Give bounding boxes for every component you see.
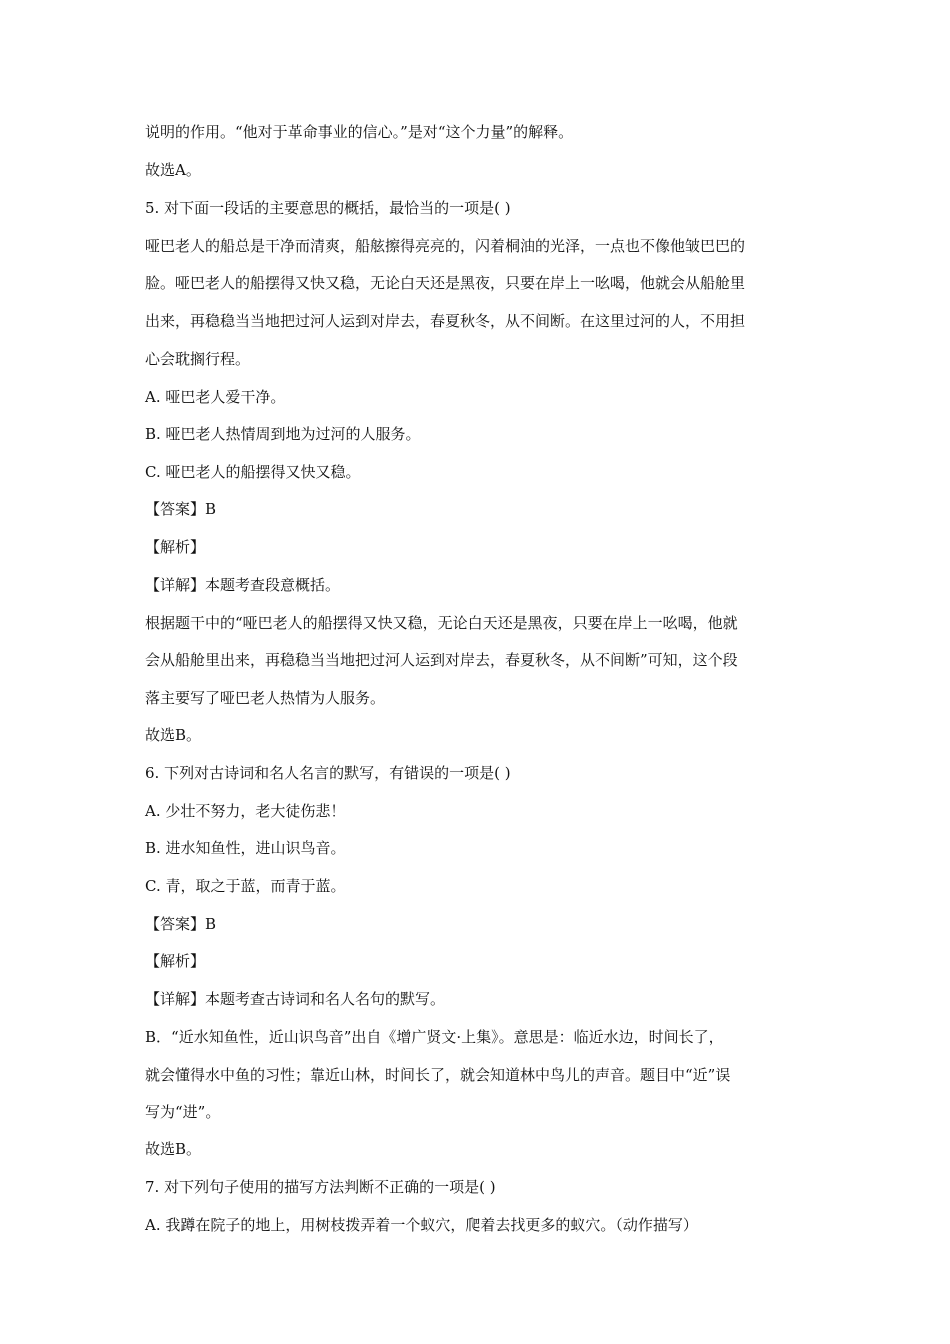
- option-a: A. 少壮不努力，老大徒伤悲！: [145, 802, 346, 820]
- explanation-line: 说明的作用。“他对于革命事业的信心。”是对“这个力量”的解释。: [145, 123, 574, 141]
- analysis-label: 【解析】: [145, 952, 206, 970]
- answer-label: 【答案】B: [145, 915, 217, 933]
- detail-text: 会从船舱里出来，再稳稳当当地把过河人运到对岸去，春夏秋冬，从不间断”可知，这个段: [145, 651, 738, 669]
- answer-label: 【答案】B: [145, 500, 217, 518]
- passage-line: 脸。哑巴老人的船摆得又快又稳，无论白天还是黑夜，只要在岸上一吆喝，他就会从船舱里: [145, 274, 746, 292]
- option-b: B. 进水知鱼性，进山识鸟音。: [145, 839, 346, 857]
- option-c: C. 哑巴老人的船摆得又快又稳。: [145, 463, 361, 481]
- answer-choice-line: 故选A。: [145, 161, 201, 179]
- option-a: A. 我蹲在院子的地上，用树枝拨弄着一个蚁穴，爬着去找更多的蚁穴。（动作描写）: [145, 1216, 698, 1234]
- option-c: C. 青，取之于蓝，而青于蓝。: [145, 877, 346, 895]
- detail-label: 【详解】本题考查古诗词和名人名句的默写。: [145, 990, 446, 1008]
- answer-choice-line: 故选B。: [145, 726, 202, 744]
- detail-text: 落主要写了哑巴老人热情为人服务。: [145, 689, 386, 707]
- option-b: B. 哑巴老人热情周到地为过河的人服务。: [145, 425, 421, 443]
- detail-text: 就会懂得水中鱼的习性；靠近山林，时间长了，就会知道林中鸟儿的声音。题目中“近”误: [145, 1066, 731, 1084]
- detail-text: B．“近水知鱼性，近山识鸟音”出自《增广贤文·上集》。意思是：临近水边，时间长了，: [145, 1028, 724, 1046]
- passage-line: 心会耽搁行程。: [145, 350, 251, 368]
- question-7-stem: 7. 对下列句子使用的描写方法判断不正确的一项是( ): [145, 1178, 496, 1196]
- analysis-label: 【解析】: [145, 538, 206, 556]
- question-6-stem: 6. 下列对古诗词和名人名言的默写，有错误的一项是( ): [145, 764, 511, 782]
- passage-line: 出来，再稳稳当当地把过河人运到对岸去，春夏秋冬，从不间断。在这里过河的人，不用担: [145, 312, 746, 330]
- passage-line: 哑巴老人的船总是干净而清爽，船舷擦得亮亮的，闪着桐油的光泽，一点也不像他皱巴巴的: [145, 237, 746, 255]
- detail-text: 写为“进”。: [145, 1103, 221, 1121]
- answer-choice-line: 故选B。: [145, 1140, 202, 1158]
- detail-text: 根据题干中的“哑巴老人的船摆得又快又稳，无论白天还是黑夜，只要在岸上一吆喝，他就: [145, 614, 738, 632]
- question-5-stem: 5. 对下面一段话的主要意思的概括，最恰当的一项是( ): [145, 199, 511, 217]
- detail-label: 【详解】本题考查段意概括。: [145, 576, 341, 594]
- option-a: A. 哑巴老人爱干净。: [145, 388, 286, 406]
